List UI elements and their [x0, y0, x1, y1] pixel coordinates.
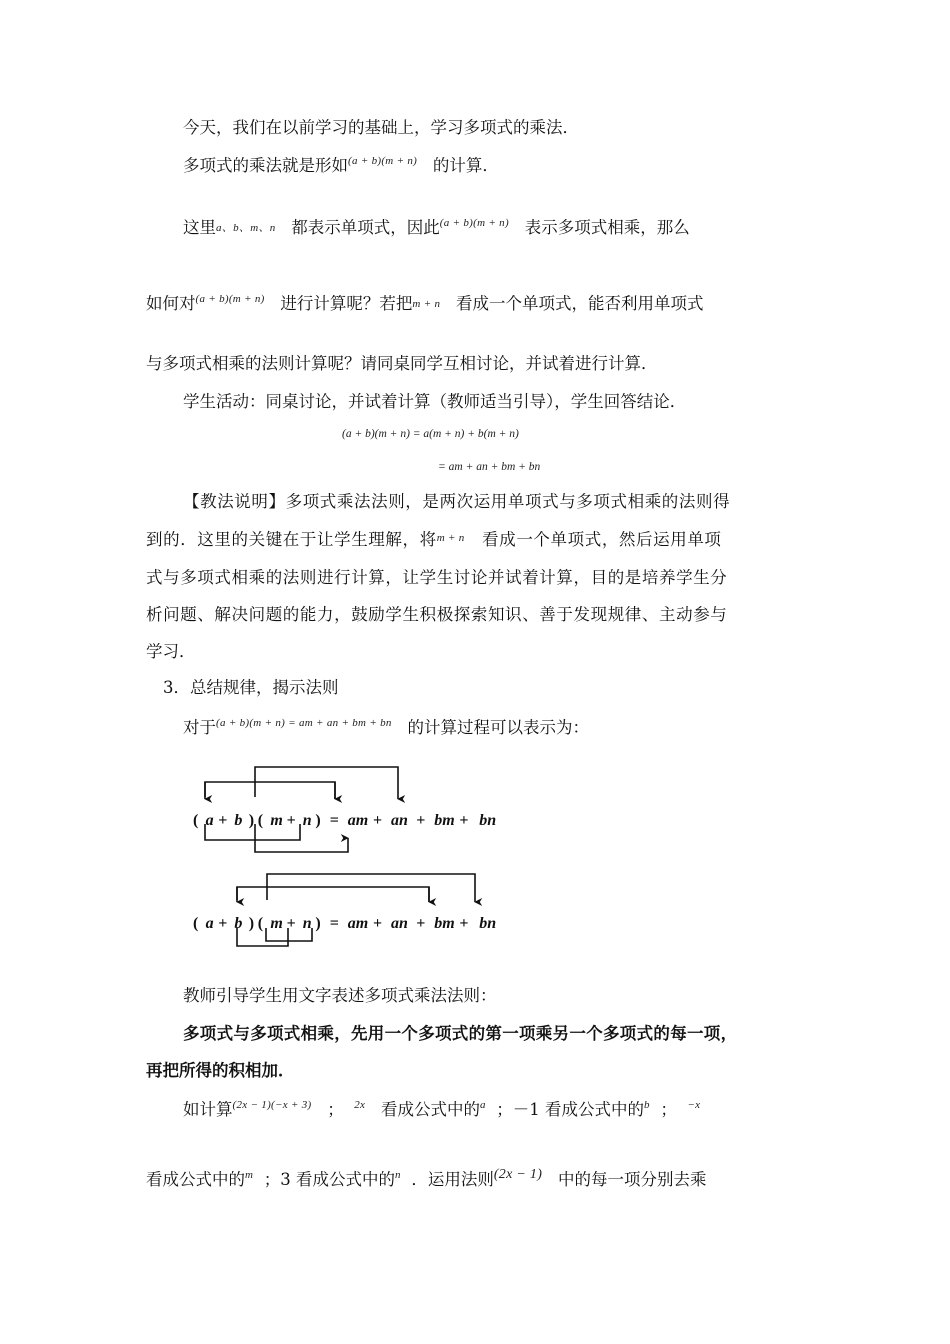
formula-token: n [302, 812, 312, 829]
text-segment: 看成公式中的 [146, 1170, 245, 1189]
text-segment: ．运用法则 [411, 1170, 494, 1189]
formula-token: an [391, 812, 408, 829]
text-segment: 表示多项式相乘，那么 [524, 218, 690, 237]
formula-token: + [218, 812, 228, 829]
math-expression: 2x [354, 1099, 366, 1111]
formula-token: n [302, 915, 312, 932]
formula-token: bn [479, 915, 497, 932]
rule-line-2 [146, 1059, 295, 1083]
text-segment: 如何对 [146, 294, 196, 313]
formula-text-top [193, 812, 496, 829]
diagram-top [205, 767, 398, 852]
note-text: 到的．这里的关键在于让学生理解，将 [146, 530, 437, 549]
equation-1: (a + b)(m + n) = a(m + n) + b(m + n) [342, 428, 519, 440]
formula-token: + [286, 915, 296, 932]
note-line-1 [183, 490, 730, 514]
arrow-line-a-to-am [255, 767, 398, 799]
note-text: 【教法说明】多项式乘法法则，是两次运用单项式与多项式相乘的法则得 [183, 492, 731, 511]
note-line-4 [146, 603, 727, 627]
math-expression: n [395, 1169, 401, 1181]
text-segment: ； [660, 1100, 677, 1119]
formula-token: ( [257, 915, 264, 932]
formula-token: ( [193, 812, 199, 829]
math-expression: (a + b)(m + n) [195, 293, 265, 305]
formula-token: + [459, 812, 469, 829]
formula-token: m [270, 915, 283, 932]
diagram-bottom [237, 874, 475, 946]
math-expression: −x [687, 1099, 701, 1111]
equation-line-2 [438, 453, 540, 479]
note-line-2 [146, 528, 722, 554]
formula-token: b [234, 812, 243, 829]
formula-token: bm [434, 812, 455, 829]
formula-text-bottom [193, 915, 496, 932]
note-text: 学习． [146, 642, 196, 661]
math-expression: (a + b)(m + n) [348, 155, 418, 167]
equation-2: = am + an + bm + bn [438, 461, 541, 473]
paragraph-student-activity [183, 390, 686, 414]
math-expression: a [479, 1099, 486, 1111]
text-segment: ；－1 看成公式中的 [496, 1100, 645, 1119]
formula-token: ) [248, 915, 255, 932]
paragraph-teacher-guide [183, 984, 497, 1008]
discussion-text: 与多项式相乘的法则计算呢？请同桌同学互相讨论，并试着进行计算． [146, 354, 658, 373]
formula-token: ( [257, 812, 264, 829]
rule-text: 多项式与多项式相乘，先用一个多项式的第一项乘另一个多项式的每一项， [183, 1024, 738, 1043]
formula-token: = [329, 915, 339, 932]
formula-token: + [286, 812, 296, 829]
text-segment: ； [327, 1100, 344, 1119]
arrow-line-a-to-an [205, 782, 335, 799]
math-variables: a、b、m、n [216, 222, 276, 234]
formula-token: + [218, 915, 228, 932]
math-expression: (a + b)(m + n) = am + an + bm + bn [216, 717, 392, 729]
formula-token: + [416, 915, 426, 932]
intro-text: 今天，我们在以前学习的基础上，学习多项式的乘法． [183, 118, 579, 137]
formula-token: bn [479, 812, 497, 829]
paragraph-definition [183, 154, 499, 180]
formula-token: ) [315, 915, 321, 932]
diagram-top-formula [193, 812, 496, 829]
section-title: 3．总结规律，揭示法则 [163, 678, 339, 697]
math-expression: (2x − 1)(−x + 3) [232, 1099, 312, 1111]
formula-token: an [391, 915, 408, 932]
math-expression: m [245, 1169, 254, 1181]
text-segment: 的计算过程可以表示为： [407, 718, 589, 737]
section-heading [163, 676, 339, 700]
text-segment: 都表示单项式，因此 [291, 218, 440, 237]
formula-token: a [205, 915, 214, 932]
math-expression: m + n [412, 298, 441, 310]
paragraph-process [183, 716, 589, 742]
math-expression: m + n [436, 532, 465, 544]
math-expression: b [644, 1099, 650, 1111]
formula-token: + [416, 812, 426, 829]
text-segment: 进行计算呢？若把 [280, 294, 413, 313]
paragraph-example [183, 1098, 700, 1124]
multiplication-diagram [185, 766, 505, 966]
diagram-bottom-formula [193, 915, 496, 932]
text-segment: ；3 看成公式中的 [263, 1170, 395, 1189]
note-text: 式与多项式相乘的法则进行计算，让学生讨论并试着计算，目的是培养学生分 [146, 568, 728, 587]
rule-line-1 [183, 1022, 737, 1046]
text-segment: 看成一个单项式，能否利用单项式 [456, 294, 704, 313]
text-segment: 这里 [183, 218, 216, 237]
math-expression: (2x − 1) [493, 1167, 543, 1182]
equation-line-1 [342, 420, 519, 446]
formula-token: = [329, 812, 339, 829]
text-segment: 中的每一项分别去乘 [557, 1170, 707, 1189]
math-expression: (a + b)(m + n) [439, 217, 509, 229]
text-segment: 对于 [183, 718, 216, 737]
formula-token: ) [315, 812, 321, 829]
definition-text: 多项式的乘法就是形如 [183, 156, 348, 175]
teacher-guide-text: 教师引导学生用文字表述多项式乘法法则： [183, 986, 497, 1005]
formula-token: + [459, 915, 469, 932]
formula-token: + [373, 915, 383, 932]
arrow-line-b-to-bn [237, 887, 429, 902]
formula-token: bm [434, 915, 455, 932]
note-line-3 [146, 566, 727, 590]
paragraph-question [146, 292, 704, 318]
note-line-5 [146, 640, 196, 664]
formula-token: ( [193, 915, 199, 932]
formula-token: a [205, 812, 214, 829]
paragraph-variables [183, 216, 690, 242]
note-text: 析问题、解决问题的能力，鼓励学生积极探索知识、善于发现规律、主动参与 [146, 605, 728, 624]
text-segment: 如计算 [183, 1100, 233, 1119]
rule-text: 再把所得的积相加． [146, 1061, 295, 1080]
formula-token: m [270, 812, 283, 829]
text-segment: 看成公式中的 [380, 1100, 480, 1119]
formula-token: ) [248, 812, 255, 829]
paragraph-intro [183, 116, 579, 140]
formula-token: am [347, 915, 369, 932]
paragraph-discussion [146, 352, 658, 376]
formula-token: + [373, 812, 383, 829]
paragraph-example-continued [146, 1168, 706, 1194]
formula-token: am [347, 812, 369, 829]
formula-token: b [234, 915, 243, 932]
arrow-line-b-to-bm [267, 874, 475, 902]
definition-text-end: 的计算． [432, 156, 499, 175]
student-activity-text: 学生活动：同桌讨论，并试着计算（教师适当引导），学生回答结论． [183, 392, 687, 411]
note-text: 看成一个单项式，然后运用单项 [482, 530, 722, 549]
